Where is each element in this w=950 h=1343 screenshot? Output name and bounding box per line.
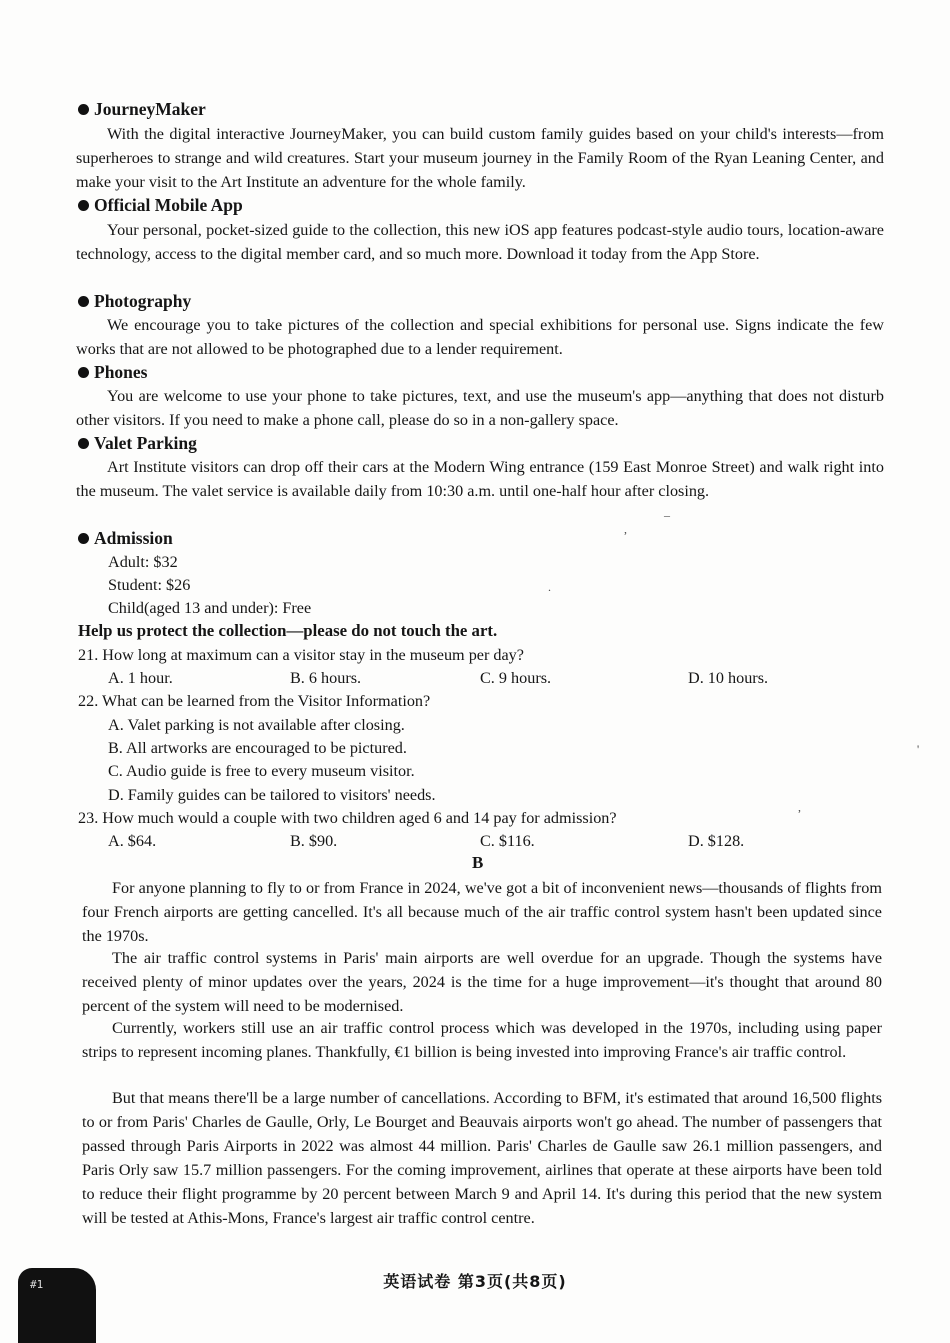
scan-speck: '	[917, 742, 920, 756]
q21-option-a: A. 1 hour.	[108, 669, 173, 687]
q22-option-b: B. All artworks are encouraged to be pictured.	[108, 739, 407, 757]
corner-mark: #1	[30, 1278, 44, 1291]
scan-speck: ,	[624, 522, 627, 536]
q21-option-b: B. 6 hours.	[290, 669, 362, 687]
admission-child: Child(aged 13 and under): Free	[108, 599, 312, 617]
heading-mobile-app: Official Mobile App	[78, 194, 243, 216]
q22-option-a: A. Valet parking is not available after closing.	[108, 716, 405, 734]
scan-speck: ,	[798, 800, 801, 814]
q21-option-d: D. 10 hours.	[688, 669, 769, 687]
question-23-stem: 23. How much would a couple with two children aged 6 and 14 pay for admission?	[78, 809, 617, 827]
heading-journeymaker: JourneyMaker	[78, 98, 206, 120]
question-21-stem: 21. How long at maximum can a visitor stay in the museum per day?	[78, 646, 524, 664]
q23-option-d: D. $128.	[688, 832, 745, 850]
paragraph-journeymaker: With the digital interactive JourneyMaker, you can build custom family guides based on your child's interests—from superheroes to strange and wild creatures. Start your museum journey in the Family Room of the Ryan Leaning Center, and make your visit to the Art Institute an adventure for the whole family.	[76, 125, 884, 191]
section-b-paragraph-4: But that means there'll be a large number of cancellations. According to BFM, it's estimated that around 16,500 flights to or from Paris' Charles de Gaulle, Orly, Le Bourget and Beauvais airports won't go ahead. The number of passengers that passed through Paris Airports in 2022 was almost 44 million. Paris' Charles de Gaulle saw 26.1 million passengers, and Paris Orly saw 15.7 million passengers. For the coming improvement, airlines that operate at these airports have been told to reduce their flight programme by 20 percent between March 9 and April 14. It's during this period that the new system will be tested at Athis-Mons, France's largest air traffic control centre.	[82, 1089, 882, 1227]
scan-speck: .	[548, 580, 551, 594]
heading-admission: Admission	[78, 527, 173, 549]
bullet-icon	[78, 367, 89, 378]
admission-student: Student: $26	[108, 576, 191, 594]
bullet-icon	[78, 104, 89, 115]
q22-option-d: D. Family guides can be tailored to visitors' needs.	[108, 786, 436, 804]
q23-option-b: B. $90.	[290, 832, 338, 850]
heading-valet-parking: Valet Parking	[78, 432, 197, 454]
q23-option-a: A. $64.	[108, 832, 157, 850]
paragraph-valet-parking: Art Institute visitors can drop off their cars at the Modern Wing entrance (159 East Monroe Street) and walk right into the museum. The valet service is available daily from 10:30 a.m. until one-half hour after closing.	[76, 458, 884, 500]
bullet-icon	[78, 296, 89, 307]
notice: Help us protect the collection—please do not touch the art.	[78, 621, 498, 640]
q22-option-c: C. Audio guide is free to every museum visitor.	[108, 762, 415, 780]
bullet-icon	[78, 200, 89, 211]
heading-phones: Phones	[78, 361, 147, 383]
scan-speck: –	[664, 508, 670, 522]
section-b-paragraph-1: For anyone planning to fly to or from France in 2024, we've got a bit of inconvenient news—thousands of flights from four French airports are getting cancelled. It's all because much of the air traffic control system hasn't been updated since the 1970s.	[82, 879, 882, 945]
paragraph-mobile-app: Your personal, pocket-sized guide to the collection, this new iOS app features podcast-style audio tours, location-aware technology, access to the digital member card, and so much more. Download it today from the App Store.	[76, 221, 884, 263]
section-b-paragraph-3: Currently, workers still use an air traffic control process which was developed in the 1970s, including using paper strips to represent incoming planes. Thankfully, €1 billion is being invested into improving France's air traffic control.	[82, 1019, 882, 1061]
page-footer: 英语试卷 第3页(共8页)	[383, 1272, 567, 1291]
admission-adult: Adult: $32	[108, 553, 178, 571]
paragraph-phones: You are welcome to use your phone to take pictures, text, and use the museum's app—anything that does not disturb other visitors. If you need to make a phone call, please do so in a non-gallery space.	[76, 387, 884, 429]
q21-option-c: C. 9 hours.	[480, 669, 552, 687]
heading-photography: Photography	[78, 290, 191, 312]
bullet-icon	[78, 438, 89, 449]
section-b-label: B	[472, 853, 484, 872]
bullet-icon	[78, 533, 89, 544]
q23-option-c: C. $116.	[480, 832, 535, 850]
question-22-stem: 22. What can be learned from the Visitor Information?	[78, 692, 431, 710]
section-b-paragraph-2: The air traffic control systems in Paris' main airports are well overdue for an upgrade. Though the systems have received plenty of minor updates over the years, 2024 is the time for a huge improvement—it's thought that around 80 percent of the system will need to be modernised.	[82, 949, 882, 1015]
paragraph-photography: We encourage you to take pictures of the collection and special exhibitions for personal use. Signs indicate the few works that are not allowed to be photographed due to a lender requirement.	[76, 316, 884, 358]
